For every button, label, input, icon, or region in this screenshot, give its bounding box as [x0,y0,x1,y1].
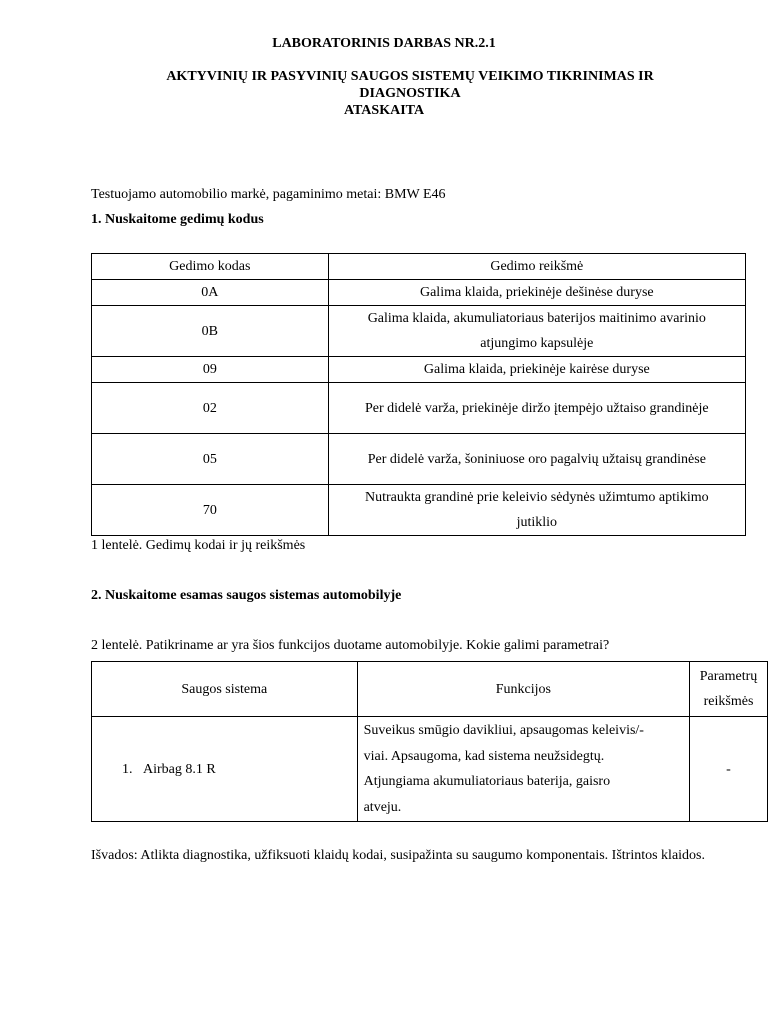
subtitle-line-2: DIAGNOSTIKA [359,86,461,101]
safety-systems-table [91,661,768,822]
fault-meaning-cell: Per didelė varža, priekinėje diržo įtempėjo užtaiso grandinėje [328,383,745,434]
function-line: Suveikus smūgio davikliui, apsaugomas keleivis/- [363,723,644,738]
table-row [92,383,746,434]
document-report-label: ATASKAITA [343,103,425,118]
fault-code-cell: 70 [92,485,329,536]
section1-heading: 1. Nuskaitome gedimų kodus [91,212,264,227]
list-number: 1. [122,761,133,777]
fault-meaning-line: Nutraukta grandinė prie keleivio sėdynės užimtumo aptikimo [364,490,709,505]
table-row [92,434,746,485]
header-functions: Funkcijos [357,662,689,717]
fault-code-cell: 0B [92,306,329,357]
fault-meaning-cell: Galima klaida, priekinėje dešinėse duryse [328,280,745,306]
subtitle-line-1: AKTYVINIŲ IR PASYVINIŲ SAUGOS SISTEMŲ VEIKIMO TIKRINIMAS IR [166,69,654,84]
fault-code-cell: 0A [92,280,329,306]
header-fault-code: Gedimo kodas [92,254,329,280]
section2-heading: 2. Nuskaitome esamas saugos sistemas automobilyje [91,588,402,603]
table-row [92,717,768,822]
fault-code-cell: 02 [92,383,329,434]
table1-caption: 1 lentelė. Gedimų kodai ir jų reikšmės [91,538,306,553]
parameters-cell: - [690,717,768,822]
safety-system-name: Airbag 8.1 R [143,761,216,777]
table2-caption: 2 lentelė. Patikriname ar yra šios funkcijos duotame automobilyje. Kokie galimi parametrai? [91,638,610,653]
header-safety-system: Saugos sistema [92,662,358,717]
fault-meaning-cell [328,485,745,536]
header-fault-meaning: Gedimo reikšmė [328,254,745,280]
header-parameters-line: reikšmės [703,694,754,709]
document-title: LABORATORINIS DARBAS NR.2.1 [272,36,496,51]
fault-meaning-line: atjungimo kapsulėje [480,336,594,351]
safety-system-cell [92,717,358,822]
conclusion-text: Išvados: Atlikta diagnostika, užfiksuoti klaidų kodai, susipažinta su saugumo komponentais. Ištrintos klaidos. [91,848,705,863]
fault-meaning-line: jutiklio [516,515,558,530]
function-line: viai. Apsaugoma, kad sistema neužsidegtų. [363,748,605,764]
functions-cell [357,717,689,822]
function-line: Atjungiama akumuliatoriaus baterija, gaisro [363,774,611,789]
table-row [92,485,746,536]
document-subtitle [100,68,720,102]
table-row [92,357,746,383]
table-header-row [92,254,746,280]
fault-code-cell: 05 [92,434,329,485]
table-row [92,306,746,357]
table-row [92,280,746,306]
table-header-row [92,662,768,717]
fault-meaning-cell [328,306,745,357]
fault-codes-table [91,253,746,536]
function-line: atveju. [363,799,402,815]
header-parameters [690,662,768,717]
header-parameters-line: Parametrų [699,669,758,684]
fault-meaning-cell: Per didelė varža, šoniniuose oro pagalvių užtaisų grandinėse [328,434,745,485]
car-info: Testuojamo automobilio markė, pagaminimo metai: BMW E46 [91,187,446,202]
fault-meaning-cell: Galima klaida, priekinėje kairėse duryse [328,357,745,383]
fault-meaning-line: Galima klaida, akumuliatoriaus baterijos maitinimo avarinio [367,311,706,326]
fault-code-cell: 09 [92,357,329,383]
